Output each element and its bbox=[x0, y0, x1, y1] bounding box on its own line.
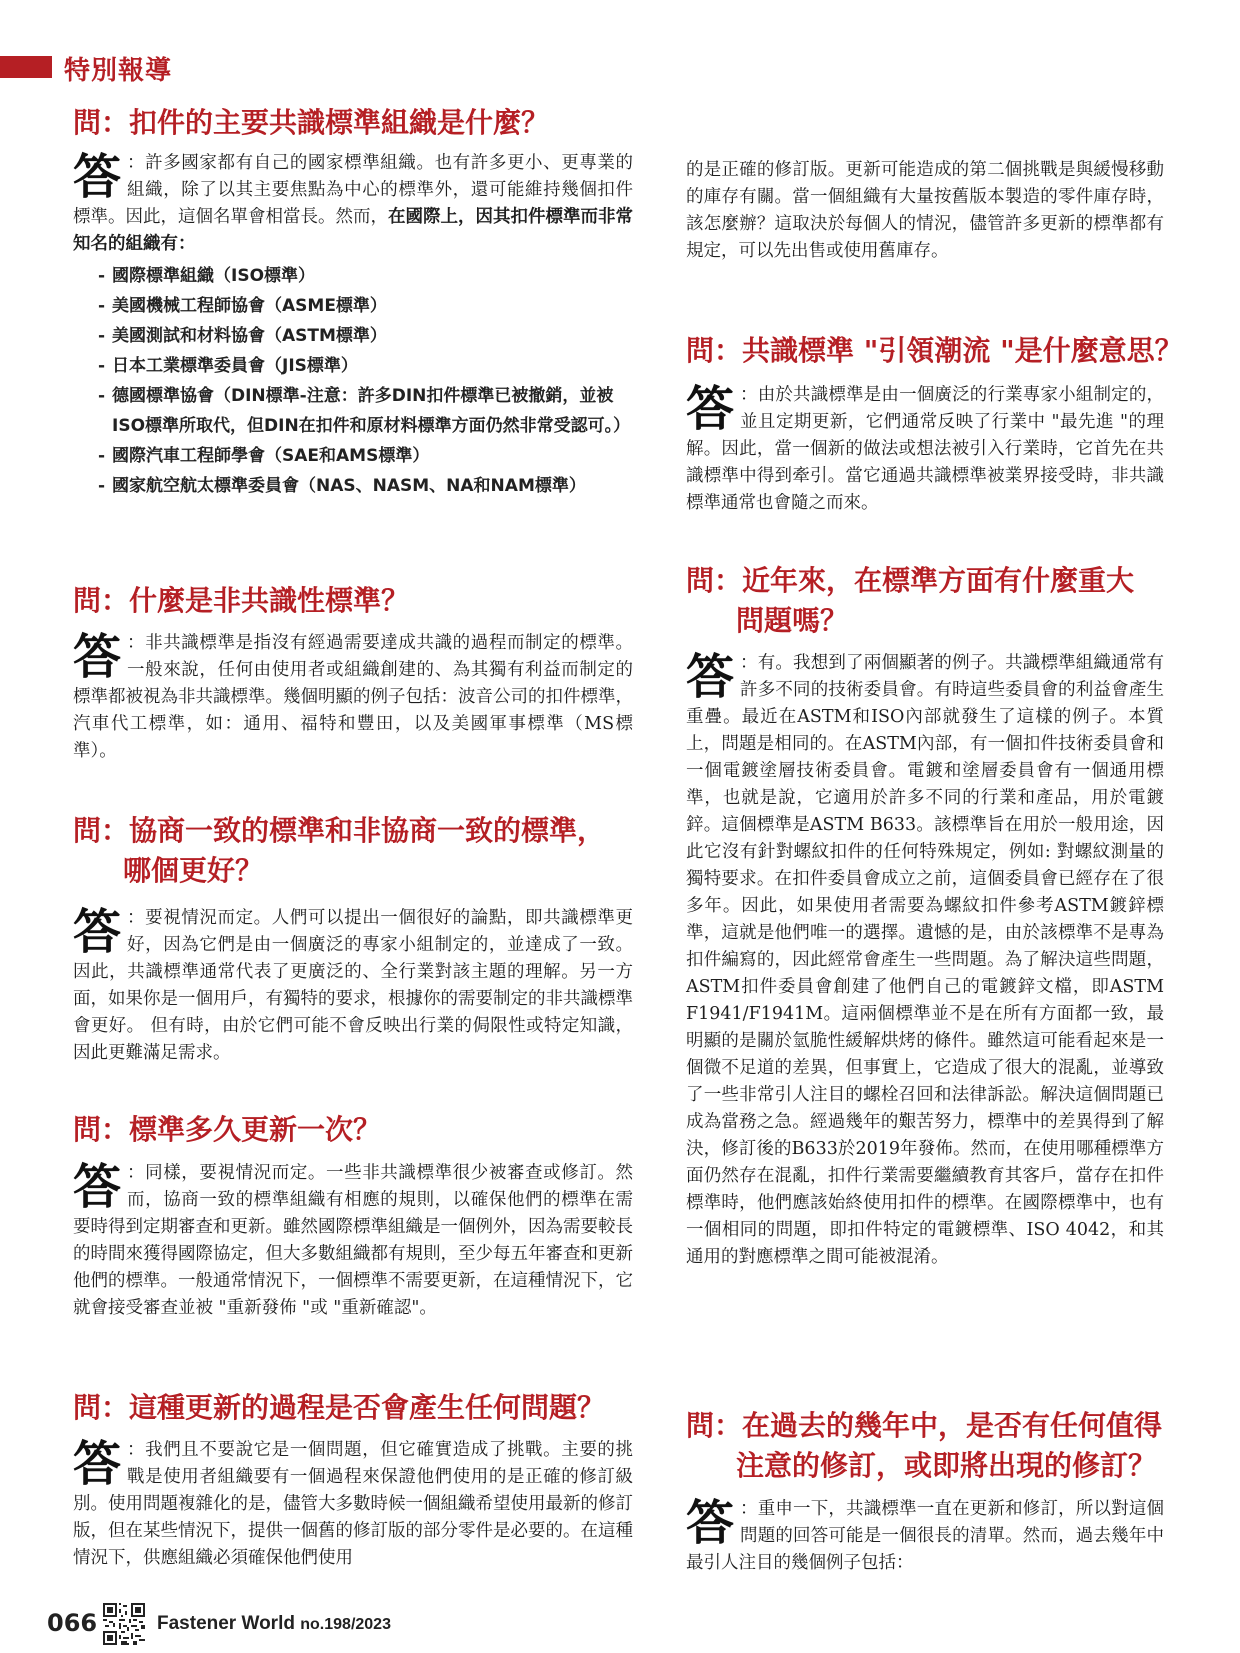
header-accent-bar bbox=[0, 56, 52, 78]
answer-marker: 答 bbox=[73, 904, 122, 960]
magazine-name bbox=[157, 1613, 391, 1635]
question-title-q1: 問：扣件的主要共識標準組織是什麼？ bbox=[73, 106, 550, 139]
question-title-line: 問題嗎？ bbox=[736, 604, 849, 637]
question-title-q2: 問：什麼是非共識性標準？ bbox=[73, 584, 410, 617]
answer-q5 bbox=[73, 1437, 633, 1572]
question-title-q6: 問：共識標準 "引領潮流 "是什麼意思？ bbox=[686, 334, 1183, 367]
list-item: - 美國測試和材料協會（ASTM標準） bbox=[98, 321, 633, 351]
answer-q7 bbox=[686, 650, 1164, 1271]
answer-text: ：重申一下，共識標準一直在更新和修訂，所以對這個問題的回答可能是一個很長的清單。然而，過去幾年中最引人注目的幾個例子包括： bbox=[686, 1499, 1164, 1573]
list-item: - 國際標準組織（ISO標準） bbox=[98, 261, 633, 291]
answer-text: ：由於共識標準是由一個廣泛的行業專家小組制定的，並且定期更新，它們通常反映了行業中 "最先進 "的理解。因此，當一個新的做法或想法被引入行業時，它首先在共識標準中得到牽引。當它通過共識標準被業界接受時，非共識標準通常也會隨之而來。 bbox=[686, 385, 1164, 513]
answer-q2 bbox=[73, 630, 633, 765]
issue-number: no.198/2023 bbox=[300, 1616, 391, 1633]
answer-q1 bbox=[73, 150, 633, 258]
answer-q5-continued bbox=[686, 157, 1164, 265]
list-item: - 國家航空航太標準委員會（NAS、NASM、NA和NAM標準） bbox=[98, 471, 633, 501]
answer-marker: 答 bbox=[73, 629, 122, 685]
answer-q6 bbox=[686, 382, 1164, 517]
question-title-line: 哪個更好？ bbox=[123, 854, 264, 887]
standards-org-list bbox=[98, 261, 633, 501]
answer-q8 bbox=[686, 1496, 1164, 1577]
answer-text: ：有。我想到了兩個顯著的例子。共識標準組織通常有許多不同的技術委員會。有時這些委員會的利益會產生重疊。最近在ASTM和ISO內部就發生了這樣的例子。本質上，問題是相同的。在ASTM內部，有一個扣件技術委員會和一個電鍍塗層技術委員會。電鍍和塗層委員會有一個通用標準，也就是說，它適用於許多不同的行業和產品，用於電鍍鋅。這個標準是ASTM B633。該標準旨在用於一般用途，因此它沒有針對螺紋扣件的任何特殊規定，例如: 對螺紋測量的獨特要求。在扣件委員會成立之前，這個委員會已經存在了很多年。因此，如果使用者需要為螺紋扣件參考ASTM鍍鋅標準，這就是他們唯一的選擇。遺憾的是，由於該標準不是專為扣件編寫的，因此經常會產生一些問題。為了解決這些問題，ASTM扣件委員會創建了他們自己的電鍍鋅文檔，即ASTM F1941/F1941M。這兩個標準並不是在所有方面都一致，最明顯的是關於氫脆性緩解烘烤的條件。雖然這可能看起來是一個微不足道的差異，但事實上，它造成了很大的混亂，並導致了一些非常引人注目的螺栓召回和法律訴訟。解決這個問題已成為當務之急。經過幾年的艱苦努力，標準中的差異得到了解決，修訂後的B633於2019年發佈。然而，在使用哪種標準方面仍然存在混亂，扣件行業需要繼續教育其客戶，當存在扣件標準時，他們應該始終使用扣件的標準。在國際標準中，也有一個相同的問題，即扣件特定的電鍍標準、ISO 4042，和其通用的對應標準之間可能被混淆。 bbox=[686, 653, 1164, 1267]
question-title-line: 注意的修訂，或即將出現的修訂？ bbox=[736, 1449, 1157, 1482]
question-title-line: 問：在過去的幾年中，是否有任何值得 bbox=[686, 1409, 1163, 1442]
answer-text: ：許多國家都有自己的國家標準組織。也有許多更小、更專業的組織，除了以其主要焦點為中心的標準外，還可能維持幾個扣件標準。因此，這個名單會相當長。然而， bbox=[73, 153, 633, 227]
section-label: 特別報導 bbox=[64, 56, 173, 86]
answer-text: ：非共識標準是指沒有經過需要達成共識的過程而制定的標準。一般來說，任何由使用者或組織創建的、為其獨有利益而制定的標準都被視為非共識標準。幾個明顯的例子包括：波音公司的扣件標準，汽車代工標準，如：通用、福特和豐田，以及美國軍事標準（MS標準）。 bbox=[73, 633, 633, 761]
answer-marker: 答 bbox=[686, 649, 735, 705]
answer-text: ：同樣，要視情況而定。一些非共識標準很少被審查或修訂。然而，協商一致的標準組織有相應的規則，以確保他們的標準在需要時得到定期審查和更新。雖然國際標準組織是一個例外，因為需要較長的時間來獲得國際協定，但大多數組織都有規則，至少每五年審查和更新他們的標準。一般通常情況下，一個標準不需要更新，在這種情況下，它就會接受審查並被 "重新發佈 "或 "重新確認"。 bbox=[73, 1163, 633, 1318]
question-title-q4: 問：標準多久更新一次？ bbox=[73, 1113, 382, 1146]
answer-text: ：要視情況而定。人們可以提出一個很好的論點，即共識標準更好，因為它們是由一個廣泛的專家小組制定的，並達成了一致。因此，共識標準通常代表了更廣泛的、全行業對該主題的理解。另一方面，如果你是一個用戶，有獨特的要求，根據你的需要制定的非共識標準會更好。 但有時，由於它們可能不會反映出行業的侷限性或特定知識，因此更難滿足需求。 bbox=[73, 908, 633, 1063]
page-number: 066 bbox=[47, 1609, 98, 1637]
question-title-q3 bbox=[73, 811, 605, 891]
question-title-q7 bbox=[686, 561, 1134, 641]
question-title-line: 問：協商一致的標準和非協商一致的標準， bbox=[73, 814, 606, 847]
magazine-title: Fastener World bbox=[157, 1613, 295, 1634]
list-item: - 德國標準協會（DIN標準-注意：許多DIN扣件標準已被撤銷，並被ISO標準所取代，但DIN在扣件和原材料標準方面仍然非常受認可。） bbox=[98, 381, 633, 441]
list-item: - 美國機械工程師協會（ASME標準） bbox=[98, 291, 633, 321]
answer-text: ：我們且不要說它是一個問題，但它確實造成了挑戰。主要的挑戰是使用者組織要有一個過程來保證他們使用的是正確的修訂級別。使用問題複雜化的是，儘管大多數時候一個組織希望使用最新的修訂版，但在某些情況下，提供一個舊的修訂版的部分零件是必要的。在這種情況下，供應組織必須確保他們使用 bbox=[73, 1440, 633, 1568]
answer-q3 bbox=[73, 905, 633, 1067]
answer-marker: 答 bbox=[73, 149, 122, 205]
answer-text: 的是正確的修訂版。更新可能造成的第二個挑戰是與緩慢移動的庫存有關。當一個組織有大量按舊版本製造的零件庫存時，該怎麼辦？這取決於每個人的情況，儘管許多更新的標準都有規定，可以先出售或使用舊庫存。 bbox=[686, 160, 1164, 261]
list-item: - 國際汽車工程師學會（SAE和AMS標準） bbox=[98, 441, 633, 471]
answer-marker: 答 bbox=[73, 1436, 122, 1492]
question-title-q5: 問：這種更新的過程是否會產生任何問題？ bbox=[73, 1391, 606, 1424]
answer-q4 bbox=[73, 1160, 633, 1322]
answer-marker: 答 bbox=[686, 1495, 735, 1551]
answer-marker: 答 bbox=[73, 1159, 122, 1215]
question-title-q8 bbox=[686, 1406, 1162, 1486]
answer-marker: 答 bbox=[686, 381, 735, 437]
answer-lead-bold: 在國際上，因其扣件標準而非常知名的組織有： bbox=[73, 207, 633, 254]
list-item: - 日本工業標準委員會（JIS標準） bbox=[98, 351, 633, 381]
question-title-line: 問：近年來，在標準方面有什麼重大 bbox=[686, 564, 1135, 597]
qr-code-icon[interactable] bbox=[103, 1603, 145, 1645]
